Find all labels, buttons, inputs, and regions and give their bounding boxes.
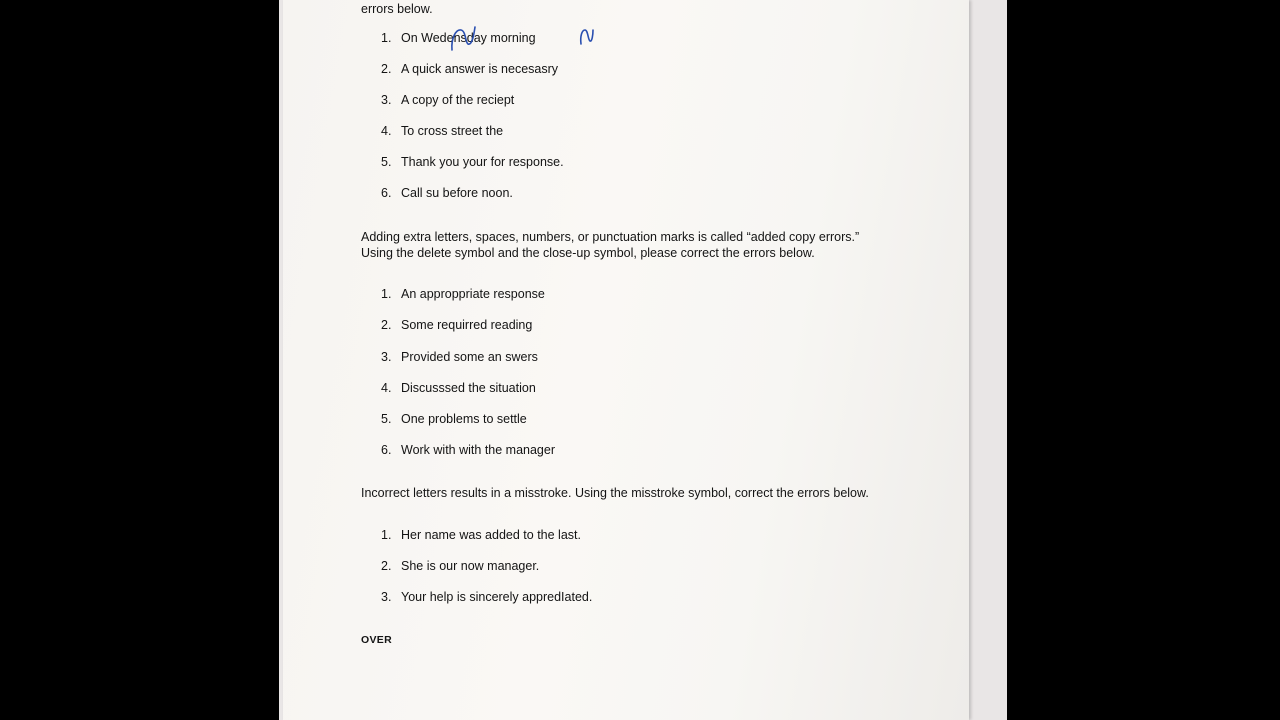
list-item: [381, 62, 564, 93]
list-item: [381, 412, 555, 443]
item-number: 5.: [381, 155, 392, 170]
item-number: 2.: [381, 62, 392, 77]
list-item: [381, 528, 592, 559]
transpose-margin-icon: [578, 26, 596, 48]
item-text: Provided some an swers: [401, 349, 538, 364]
item-text: Work with with the manager: [401, 443, 555, 458]
item-number: 2.: [381, 559, 392, 574]
worksheet-page: [283, 0, 969, 720]
item-text: Her name was added to the last.: [401, 528, 581, 542]
item-text: She is our now manager.: [401, 559, 540, 574]
item-number: 5.: [381, 412, 392, 427]
list-item: [381, 31, 564, 62]
list-item: [381, 381, 555, 412]
item-number: 2.: [381, 318, 392, 333]
item-number: 1.: [381, 528, 392, 542]
item-number: 3.: [381, 590, 392, 605]
item-text: An approppriate response: [401, 287, 545, 301]
list-item: [381, 590, 592, 621]
item-text: A quick answer is necesasry: [401, 62, 559, 77]
list-item: [381, 559, 592, 590]
list-item: [381, 443, 555, 474]
item-text: Discusssed the situation: [401, 380, 536, 395]
list-item: [381, 350, 555, 381]
list-item: [381, 287, 555, 318]
item-number: 1.: [381, 287, 392, 301]
section3-intro: Incorrect letters results in a misstroke. Using the misstroke symbol, correct the errors below.: [361, 486, 869, 500]
section1-list: [381, 31, 564, 218]
item-text: Some requirred reading: [401, 318, 533, 333]
list-item: [381, 318, 555, 349]
item-number: 6.: [381, 186, 392, 201]
item-text: To cross street the: [401, 124, 504, 139]
section2-intro: Adding extra letters, spaces, numbers, or punctuation marks is called “added copy errors.” Using the delete symbol and the close-up symbol, please correct the errors below.: [361, 230, 860, 260]
item-text: Your help is sincerely appredIated.: [401, 590, 593, 605]
item-text: Thank you your for response.: [401, 155, 564, 170]
list-item: [381, 124, 564, 155]
item-number: 4.: [381, 380, 392, 395]
item-number: 4.: [381, 124, 392, 139]
section2-list: [381, 287, 555, 475]
item-text: One problems to settle: [401, 412, 527, 427]
section1-intro-tail: errors below.: [361, 2, 433, 16]
item-text: On Wedensday morning: [401, 31, 536, 45]
list-item: [381, 93, 564, 124]
list-item: [381, 155, 564, 186]
item-number: 1.: [381, 31, 392, 45]
over-label: OVER: [361, 634, 392, 646]
item-text: Call su before noon.: [401, 186, 513, 201]
margin-stroke: [581, 30, 593, 44]
item-number: 3.: [381, 349, 392, 364]
section3-list: [381, 528, 592, 621]
list-item: [381, 186, 564, 217]
item-text: A copy of the reciept: [401, 93, 515, 108]
item-number: 6.: [381, 443, 392, 458]
item-number: 3.: [381, 93, 392, 108]
